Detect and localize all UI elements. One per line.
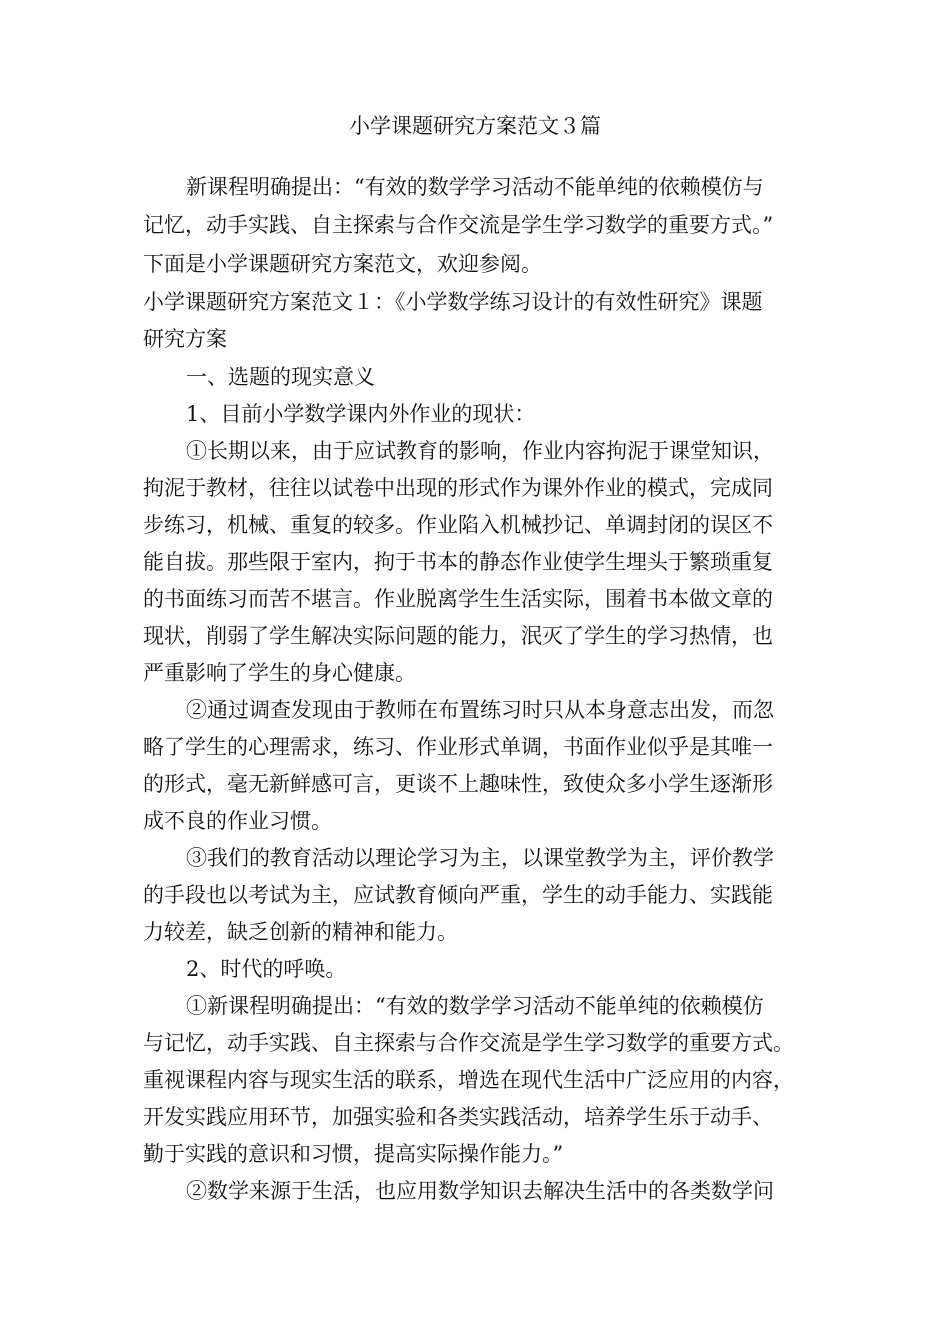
paragraph-line: 开发实践应用环节，加强实验和各类实践活动，培养学生乐于动手、 <box>143 1105 773 1129</box>
paragraph-line: 的手段也以考试为主，应试教育倾向严重，学生的动手能力、实践能 <box>143 883 773 907</box>
paragraph-line: 新课程明确提出：“有效的数学学习活动不能单纯的依赖模仿与 <box>186 175 764 199</box>
document-title: 小学课题研究方案范文３篇 <box>349 114 601 138</box>
paragraph-line: 严重影响了学生的身心健康。 <box>143 661 416 685</box>
paragraph-line: ①新课程明确提出：“有效的数学学习活动不能单纯的依赖模仿 <box>186 994 764 1018</box>
paragraph-line: 小学课题研究方案范文１：《小学数学练习设计的有效性研究》课题 <box>143 290 763 314</box>
paragraph-line: ③我们的教育活动以理论学习为主，以课堂教学为主，评价教学 <box>186 846 774 870</box>
paragraph-line: 的书面练习而苦不堪言。作业脱离学生生活实际，围着书本做文章的 <box>143 587 773 611</box>
paragraph-line: ②通过调查发现由于教师在布置练习时只从本身意志出发，而忽 <box>186 698 774 722</box>
paragraph-line: 勤于实践的意识和习惯，提高实际操作能力。” <box>143 1142 564 1166</box>
paragraph-line: 略了学生的心理需求，练习、作业形式单调，书面作业似乎是其唯一 <box>143 735 773 759</box>
subsection-heading: 2、时代的呼唤。 <box>186 957 347 981</box>
paragraph-line: 成不良的作业习惯。 <box>143 809 332 833</box>
paragraph-line: ①长期以来，由于应试教育的影响，作业内容拘泥于课堂知识， <box>186 439 774 463</box>
paragraph-line: 现状，削弱了学生解决实际问题的能力，泯灭了学生的学习热情，也 <box>143 624 773 648</box>
paragraph-line: 与记忆，动手实践、自主探索与合作交流是学生学习数学的重要方式。 <box>143 1031 794 1055</box>
paragraph-line: 的形式，毫无新鲜感可言，更谈不上趣味性，致使众多小学生逐渐形 <box>143 772 773 796</box>
paragraph-line: 步练习，机械、重复的较多。作业陷入机械抄记、单调封闭的误区不 <box>143 513 773 537</box>
paragraph-line: 能自拔。那些限于室内，拘于书本的静态作业使学生埋头于繁琐重复 <box>143 550 773 574</box>
paragraph-line: 记忆，动手实践、自主探索与合作交流是学生学习数学的重要方式。” <box>143 213 774 237</box>
section-heading: 一、选题的现实意义 <box>186 365 375 389</box>
subsection-heading: 1、目前小学数学课内外作业的现状： <box>186 402 536 426</box>
paragraph-line: 力较差，缺乏创新的精神和能力。 <box>143 920 458 944</box>
paragraph-line: 下面是小学课题研究方案范文，欢迎参阅。 <box>143 252 542 276</box>
paragraph-line: 拘泥于教材，往往以试卷中出现的形式作为课外作业的模式，完成同 <box>143 476 773 500</box>
paragraph-line: 研究方案 <box>143 327 227 351</box>
paragraph-line: 重视课程内容与现实生活的联系，增选在现代生活中广泛应用的内容， <box>143 1068 794 1092</box>
paragraph-line: ②数学来源于生活，也应用数学知识去解决生活中的各类数学问 <box>186 1179 774 1203</box>
